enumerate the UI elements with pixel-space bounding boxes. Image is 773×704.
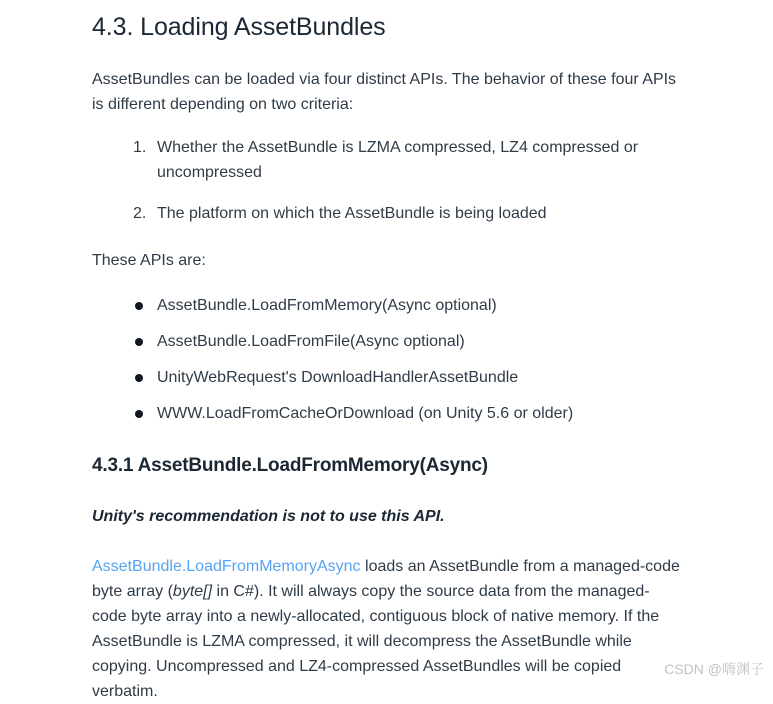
list-item [92,401,680,426]
assetbundle-loadfrommemoryasync-link[interactable]: AssetBundle.LoadFromMemoryAsync [92,558,361,575]
paragraph-text-part-2: in C#). It will always copy the source data from the managed-code byte array into a newly-allocated, contiguous block of native memory. If the AssetBundle is LZMA compressed, it will decompress the AssetBundle while copying. Uncompressed and LZ4-compressed AssetBundles will be copied verbatim. [92,583,660,700]
list-item-label: UnityWebRequest's DownloadHandlerAssetBundle [157,369,519,386]
api-list [92,293,680,426]
inline-code-byte-array: byte[] [172,583,213,600]
bullet-icon [135,410,143,418]
recommendation-note: Unity's recommendation is not to use this API. [92,508,445,525]
list-item-label: Whether the AssetBundle is LZMA compressed, LZ4 compressed or uncompressed [157,139,639,181]
list-item [92,329,680,354]
bullet-icon [135,338,143,346]
apis-lead-in: These APIs are: [92,252,206,269]
bullet-icon [135,374,143,382]
list-item [92,201,680,226]
list-item-label: WWW.LoadFromCacheOrDownload (on Unity 5.6 or older) [157,405,574,422]
list-item [92,293,680,318]
paragraph-text-part-1: loads an AssetBundle from a managed-code byte array ( [92,558,680,600]
list-item [92,365,680,390]
list-item-marker: 2. [133,205,147,222]
list-item-label: AssetBundle.LoadFromMemory(Async optional) [157,297,497,314]
list-item [92,135,680,185]
page-title: 4.3. Loading AssetBundles [92,13,386,41]
subsection-paragraph [92,554,680,704]
list-item-label: The platform on which the AssetBundle is being loaded [157,205,547,222]
intro-paragraph: AssetBundles can be loaded via four distinct APIs. The behavior of these four APIs is different depending on two criteria: [92,71,677,113]
criteria-list [92,135,680,226]
list-item-label: AssetBundle.LoadFromFile(Async optional) [157,333,465,350]
document-content [92,0,712,704]
subsection-heading: 4.3.1 AssetBundle.LoadFromMemory(Async) [92,455,488,476]
csdn-watermark: CSDN @嗨渊子 [664,661,764,677]
list-item-marker: 1. [133,139,147,156]
bullet-icon [135,302,143,310]
